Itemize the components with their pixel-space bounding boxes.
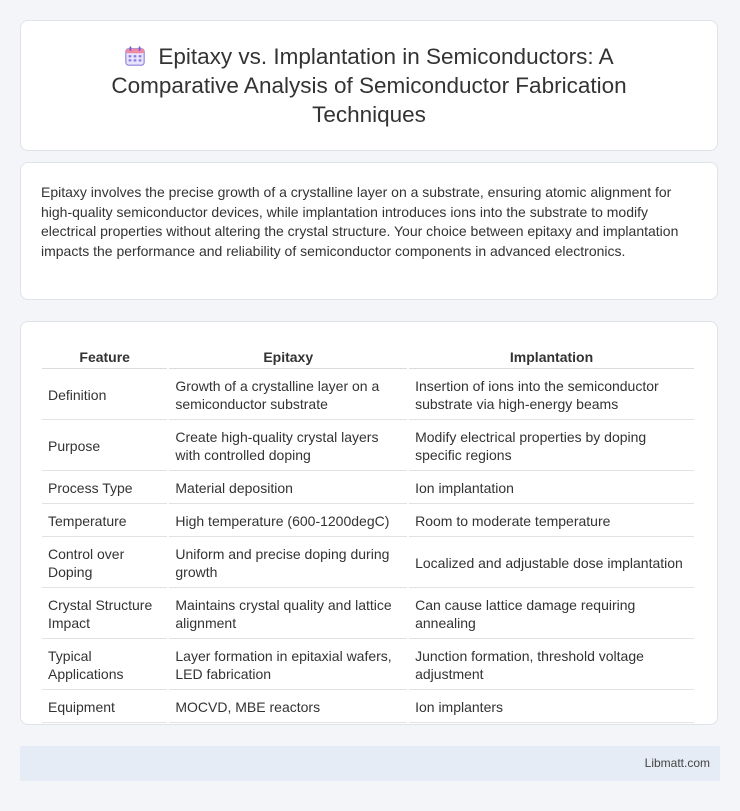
title-card: [20, 20, 718, 151]
page-title-text: Epitaxy vs. Implantation in Semiconductors: A Comparative Analysis of Semiconductor Fabrication Techniques: [111, 44, 627, 127]
table-row: [42, 590, 694, 639]
epitaxy-cell: High temperature (600-1200degC): [169, 506, 407, 537]
epitaxy-cell: Uniform and precise doping during growth: [169, 539, 407, 588]
epitaxy-cell: Layer formation in epitaxial wafers, LED fabrication: [169, 641, 407, 690]
calendar-icon: [124, 45, 146, 67]
epitaxy-cell: Maintains crystal quality and lattice alignment: [169, 590, 407, 639]
footer-site-link[interactable]: Libmatt.com: [644, 756, 710, 770]
feature-cell: Typical Applications: [42, 641, 167, 690]
table-row: [42, 506, 694, 537]
table-row: [42, 422, 694, 471]
comparison-table-card: [20, 321, 718, 725]
implantation-cell: Can cause lattice damage requiring annealing: [409, 590, 694, 639]
implantation-cell: Insertion of ions into the semiconductor substrate via high-energy beams: [409, 371, 694, 420]
epitaxy-cell: Create high-quality crystal layers with controlled doping: [169, 422, 407, 471]
feature-cell: Control over Doping: [42, 539, 167, 588]
implantation-cell: Room to moderate temperature: [409, 506, 694, 537]
epitaxy-cell: MOCVD, MBE reactors: [169, 692, 407, 723]
table-header-row: [42, 344, 694, 369]
table-row: [42, 692, 694, 723]
feature-cell: Equipment: [42, 692, 167, 723]
header-implantation: Implantation: [409, 344, 694, 369]
feature-cell: Crystal Structure Impact: [42, 590, 167, 639]
implantation-cell: Modify electrical properties by doping specific regions: [409, 422, 694, 471]
page-title: [21, 42, 717, 129]
comparison-table: [40, 342, 696, 725]
epitaxy-cell: Growth of a crystalline layer on a semiconductor substrate: [169, 371, 407, 420]
intro-paragraph: Epitaxy involves the precise growth of a crystalline layer on a substrate, ensuring atomic alignment for high-quality semiconductor devices, while implantation introduces ions into the substrate to modify electrical properties without altering the crystal structure. Your choice between epitaxy and implantation impacts the performance and reliability of semiconductor components in advanced electronics.: [41, 184, 679, 259]
feature-cell: Process Type: [42, 473, 167, 504]
feature-cell: Definition: [42, 371, 167, 420]
table-row: [42, 641, 694, 690]
implantation-cell: Junction formation, threshold voltage adjustment: [409, 641, 694, 690]
header-feature: Feature: [42, 344, 167, 369]
footer-bar: [20, 746, 720, 781]
feature-cell: Temperature: [42, 506, 167, 537]
implantation-cell: Ion implantation: [409, 473, 694, 504]
table-row: [42, 539, 694, 588]
intro-card: [20, 162, 718, 300]
implantation-cell: Ion implanters: [409, 692, 694, 723]
feature-cell: Purpose: [42, 422, 167, 471]
table-row: [42, 473, 694, 504]
epitaxy-cell: Material deposition: [169, 473, 407, 504]
header-epitaxy: Epitaxy: [169, 344, 407, 369]
table-row: [42, 371, 694, 420]
implantation-cell: Localized and adjustable dose implantation: [409, 539, 694, 588]
